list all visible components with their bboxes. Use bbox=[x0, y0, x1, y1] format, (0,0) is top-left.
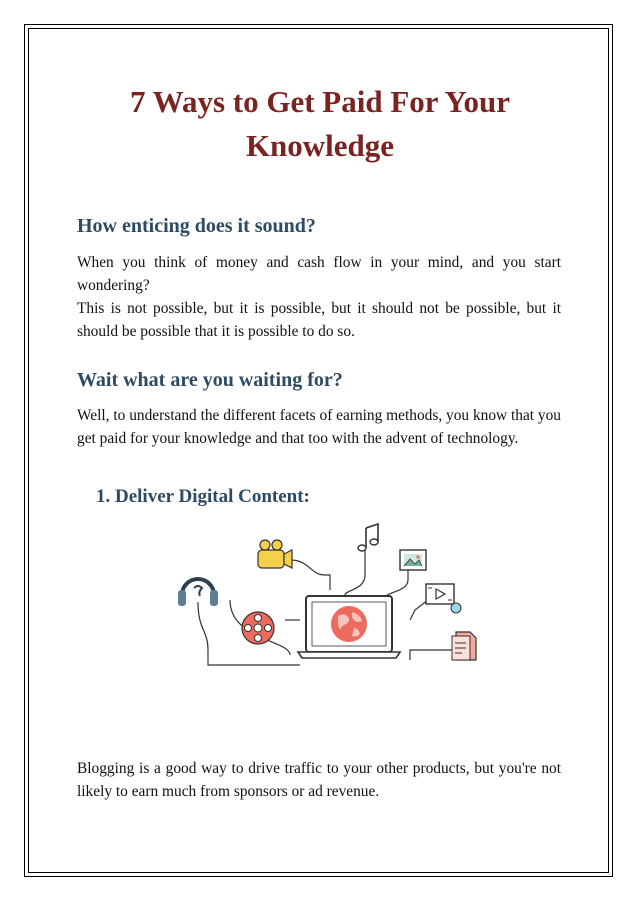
music-note-icon bbox=[358, 524, 378, 551]
section-waiting-text: Well, to understand the different facets of earning methods, you know that you get paid for your knowledge and that too with the advent of technology. bbox=[77, 407, 562, 447]
paragraph-line: When you think of money and cash flow in your mind, and you start wondering? bbox=[77, 254, 561, 294]
video-camera-icon bbox=[258, 540, 292, 568]
section-heading-waiting: Wait what are you waiting for? bbox=[77, 369, 343, 391]
image-icon bbox=[400, 550, 426, 570]
section-enticing-text bbox=[77, 251, 561, 343]
list-item-heading bbox=[96, 485, 310, 509]
section-heading-enticing: How enticing does it sound? bbox=[77, 215, 316, 237]
paragraph-line: This is not possible, but it is possible, but it should not be possible, but it should be possible that it is possible to do so. bbox=[77, 300, 561, 340]
list-number: 1. bbox=[96, 486, 111, 507]
document-icon bbox=[452, 632, 476, 660]
film-reel-icon bbox=[242, 612, 274, 644]
globe-icon bbox=[331, 606, 367, 642]
list-heading-text: Deliver Digital Content: bbox=[115, 486, 310, 507]
video-player-icon bbox=[426, 584, 461, 613]
digital-content-illustration bbox=[170, 520, 490, 680]
item-digital-content-text: Blogging is a good way to drive traffic to your other products, but you're not likely to earn much from sponsors or ad revenue. bbox=[77, 760, 561, 800]
headphones-icon bbox=[178, 579, 218, 606]
page-title: 7 Ways to Get Paid For Your Knowledge bbox=[129, 84, 511, 163]
